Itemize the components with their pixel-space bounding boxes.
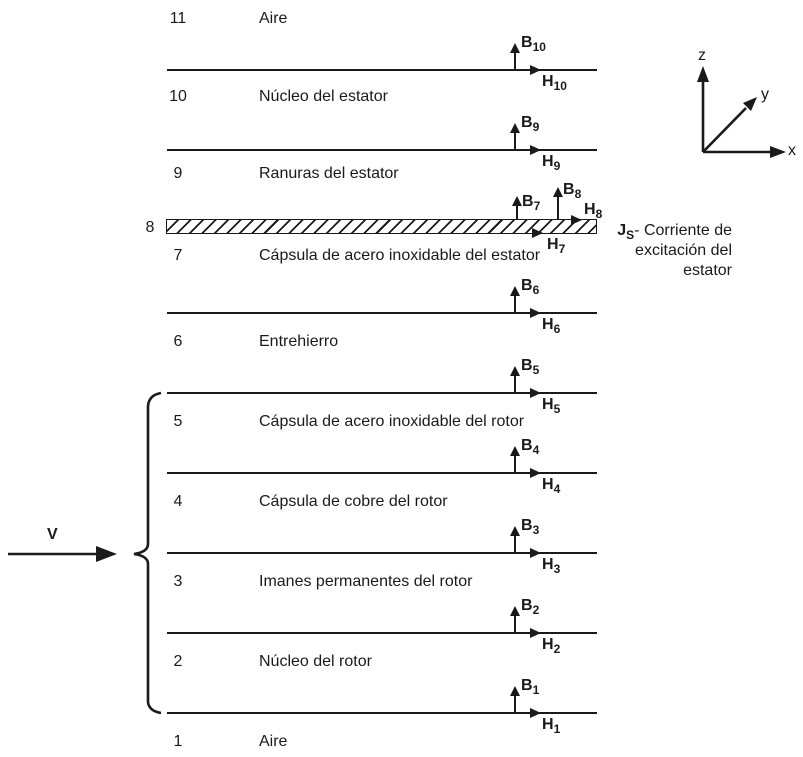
current-sheet-note-line1: $J_S-$ Corriente de: [617, 222, 732, 243]
layer-number: 10: [169, 88, 187, 105]
current-sheet-note-line2: excitación del: [635, 242, 732, 259]
b-arrowhead-icon: [510, 686, 520, 696]
b-vector-arrow: [514, 296, 516, 313]
b-label: $B_3$: [521, 517, 540, 538]
layer-name: Aire: [259, 733, 288, 750]
y-axis-label: y: [761, 86, 769, 103]
velocity-label: V: [47, 526, 58, 543]
b-vector-arrow: [514, 696, 516, 713]
b-label: $B_6$: [521, 277, 540, 298]
b-label: $B_1$: [521, 677, 540, 698]
layer-name: Imanes permanentes del rotor: [259, 573, 473, 590]
h-label: $H_9$: [542, 153, 561, 174]
h-arrowhead-icon: [530, 468, 541, 478]
x-axis-label: x: [788, 142, 796, 159]
h-arrowhead-icon: [530, 308, 541, 318]
b-arrowhead-icon: [510, 123, 520, 133]
b-label: $B_9$: [521, 114, 540, 135]
b8-arrowhead-icon: [553, 187, 563, 197]
z-axis-label: z: [698, 47, 706, 64]
b-vector-arrow: [514, 53, 516, 70]
b8-label: $B_8$: [563, 181, 582, 202]
layer-name: Entrehierro: [259, 333, 339, 350]
h7-arrowhead-icon: [532, 228, 543, 238]
h-arrowhead-icon: [530, 388, 541, 398]
b-arrowhead-icon: [510, 43, 520, 53]
b-vector-arrow: [514, 536, 516, 553]
h-label: $H_{10}$: [542, 73, 567, 94]
h-arrowhead-icon: [530, 628, 541, 638]
rotor-brace: [134, 393, 161, 713]
h-arrowhead-icon: [530, 145, 541, 155]
velocity-arrow: [8, 546, 117, 562]
h-arrowhead-icon: [530, 65, 541, 75]
h8-label: $H_8$: [584, 201, 603, 222]
b-vector-arrow: [514, 133, 516, 150]
layer-number: 7: [173, 247, 183, 264]
layer-number: 6: [173, 333, 183, 350]
b7-vector-arrow: [516, 206, 518, 220]
b7-label: $B_7$: [522, 193, 541, 214]
b-label: $B_{10}$: [521, 34, 546, 55]
layer-number: 8: [145, 219, 155, 236]
layer-name: Ranuras del estator: [259, 165, 399, 182]
h7-label: $H_7$: [547, 236, 566, 257]
b-arrowhead-icon: [510, 606, 520, 616]
b7-arrowhead-icon: [512, 196, 522, 206]
current-sheet-note-line3: estator: [683, 262, 732, 279]
layer-name: Núcleo del estator: [259, 88, 388, 105]
b-arrowhead-icon: [510, 446, 520, 456]
h-label: $H_4$: [542, 476, 561, 497]
layer-number: 2: [173, 653, 183, 670]
layer-name: Cápsula de cobre del rotor: [259, 493, 448, 510]
h-label: $H_1$: [542, 716, 561, 737]
h-label: $H_3$: [542, 556, 561, 577]
b-arrowhead-icon: [510, 526, 520, 536]
layer-number: 5: [173, 413, 183, 430]
h-arrowhead-icon: [530, 548, 541, 558]
layer-number: 11: [169, 10, 187, 27]
layer-name: Cápsula de acero inoxidable del rotor: [259, 413, 525, 430]
b-label: $B_4$: [521, 437, 540, 458]
layer-number: 3: [173, 573, 183, 590]
layer-name: Núcleo del rotor: [259, 653, 372, 670]
h-label: $H_6$: [542, 316, 561, 337]
layer-name: Cápsula de acero inoxidable del estator: [259, 247, 541, 264]
b-arrowhead-icon: [510, 286, 520, 296]
b-arrowhead-icon: [510, 366, 520, 376]
b8-vector-arrow: [557, 197, 559, 220]
velocity-arrowhead-icon: [96, 546, 117, 562]
h-label: $H_2$: [542, 636, 561, 657]
coordinate-axes-icon: [697, 66, 786, 158]
b-label: $B_5$: [521, 357, 540, 378]
b-vector-arrow: [514, 376, 516, 393]
h-label: $H_5$: [542, 396, 561, 417]
layer-number: 9: [173, 165, 183, 182]
layer-number: 1: [173, 733, 183, 750]
layer-number: 4: [173, 493, 183, 510]
h-arrowhead-icon: [530, 708, 541, 718]
b-label: $B_2$: [521, 597, 540, 618]
b-vector-arrow: [514, 616, 516, 633]
current-sheet-note: [600, 221, 732, 281]
h8-arrowhead-icon: [571, 215, 582, 225]
layer-name: Aire: [259, 10, 288, 27]
b-vector-arrow: [514, 456, 516, 473]
